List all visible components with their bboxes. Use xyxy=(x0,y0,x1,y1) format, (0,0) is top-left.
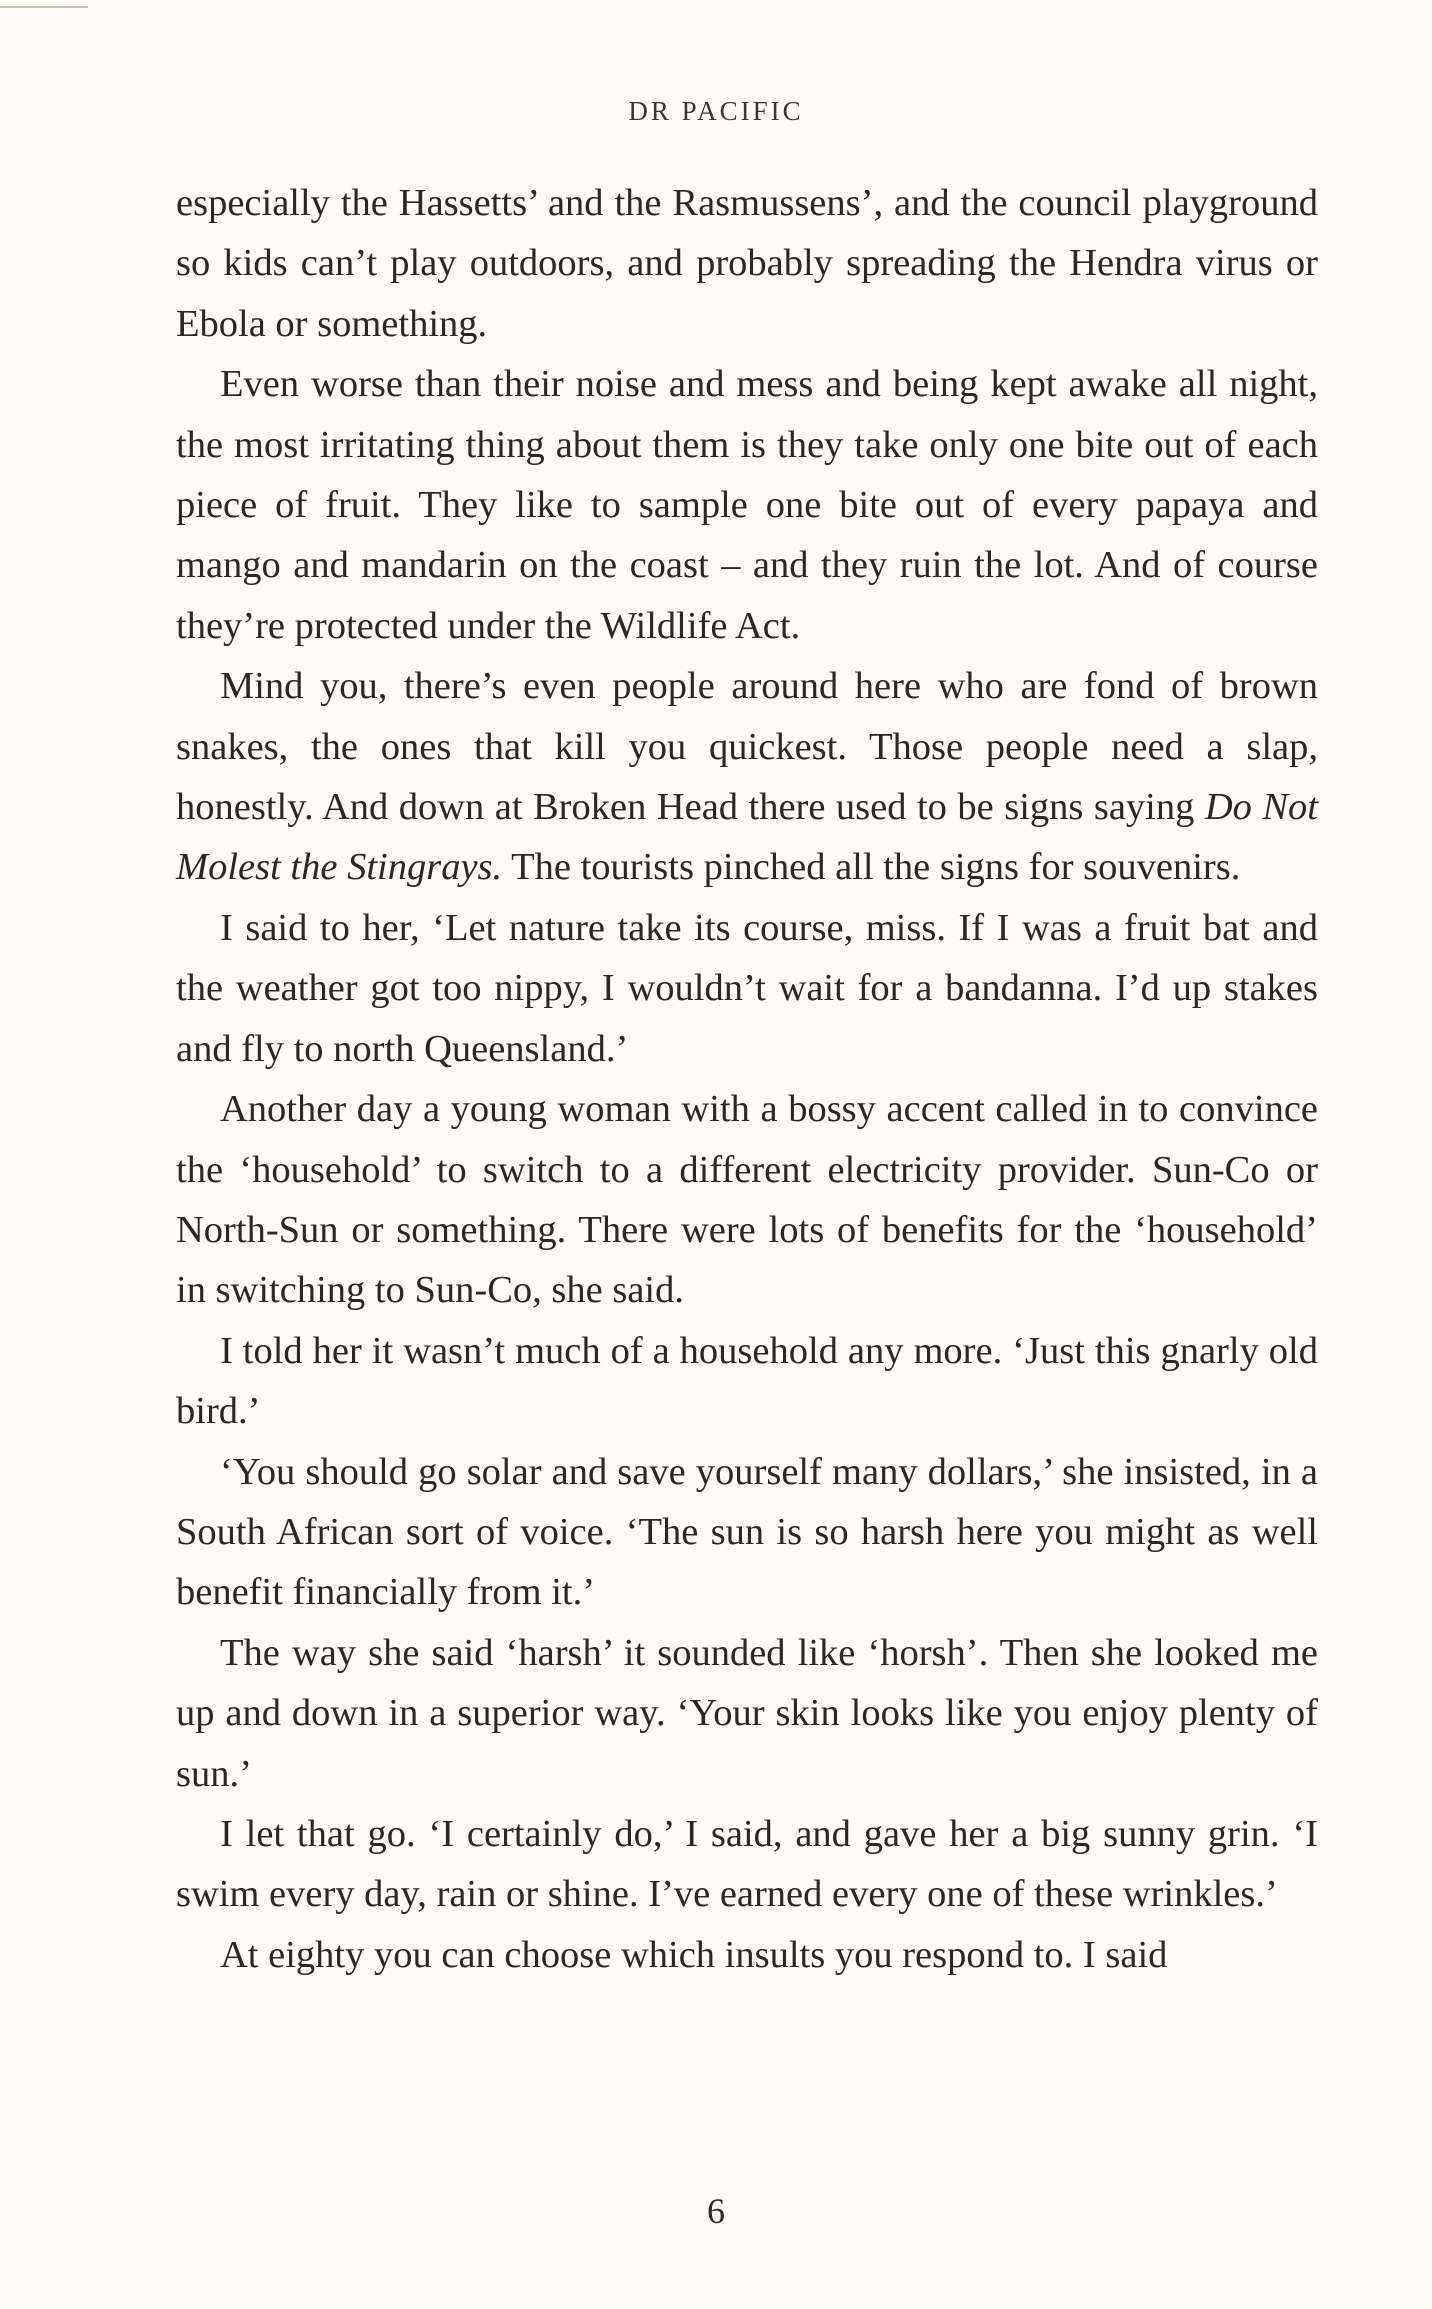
paragraph-3-text-after: The tourists pinched all the signs for souvenirs. xyxy=(502,846,1241,889)
paragraph-8: The way she said ‘harsh’ it sounded like ‘horsh’. Then she looked me up and down in a superior way. ‘Your skin looks like you enjoy plenty of sun.’ xyxy=(176,1631,1318,1795)
body-text xyxy=(176,173,1318,1985)
paragraph-4: I said to her, ‘Let nature take its course, miss. If I was a fruit bat and the weather got too nippy, I wouldn’t wait for a bandanna. I’d up stakes and fly to north Queensland.’ xyxy=(176,906,1318,1070)
page-number: 6 xyxy=(707,2191,725,2231)
paragraph-7: ‘You should go solar and save yourself many dollars,’ she insisted, in a South African sort of voice. ‘The sun is so harsh here you might as well benefit financially from it.’ xyxy=(176,1450,1318,1614)
paragraph-9: I let that go. ‘I certainly do,’ I said, and gave her a big sunny grin. ‘I swim every day, rain or shine. I’ve earned every one of these wrinkles.’ xyxy=(176,1812,1318,1916)
paragraph-6: I told her it wasn’t much of a household any more. ‘Just this gnarly old bird.’ xyxy=(176,1329,1318,1433)
running-head: DR PACIFIC xyxy=(628,96,804,126)
paragraph-3-text-before: Mind you, there’s even people around here who are fond of brown snakes, the ones that kill you quickest. Those people need a slap, honestly. And down at Broken Head there used to be signs saying xyxy=(176,665,1318,829)
paragraph-5: Another day a young woman with a bossy accent called in to convince the ‘household’ to switch to a different electricity provider. Sun-Co or North-Sun or something. There were lots of benefits for the ‘household’ in switching to Sun-Co, she said. xyxy=(176,1088,1318,1312)
paragraph-3 xyxy=(176,656,1318,898)
paragraph-2: Even worse than their noise and mess and being kept awake all night, the most irritating thing about them is they take only one bite out of each piece of fruit. They like to sample one bite out of every papaya and mango and mandarin on the coast – and they ruin the lot. And of course they’re protected under the Wildlife Act. xyxy=(176,363,1318,647)
paragraph-10: At eighty you can choose which insults you respond to. I said xyxy=(220,1933,1168,1976)
top-rule xyxy=(0,6,88,8)
sign-text-italic: Do Not Molest the Stingrays. xyxy=(176,786,1318,889)
paragraph-1: especially the Hassetts’ and the Rasmussens’, and the council playground so kids can’t play outdoors, and probably spreading the Hendra virus or Ebola or something. xyxy=(176,182,1318,345)
